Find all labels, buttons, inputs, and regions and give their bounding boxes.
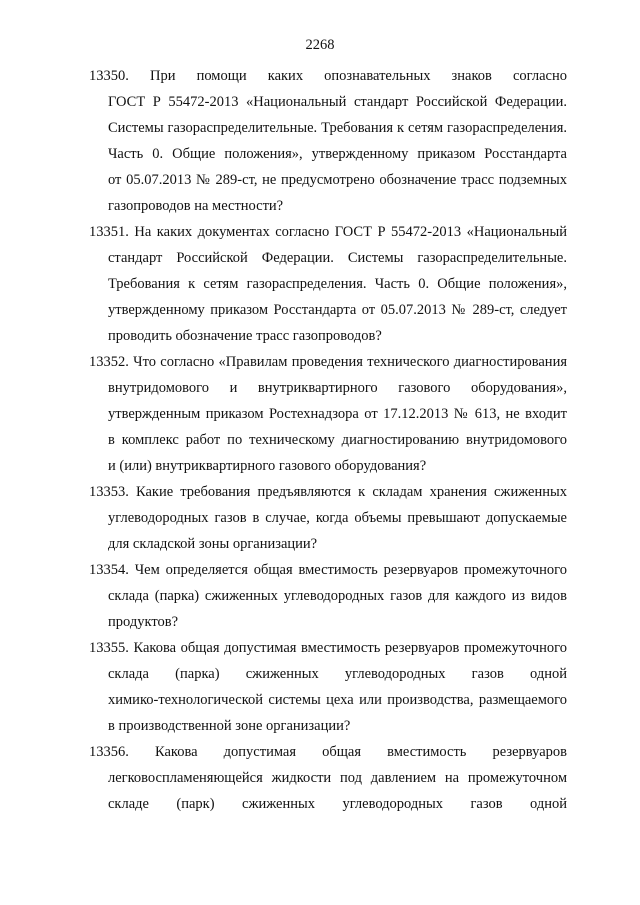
question-text-line: 13350. При помощи каких опознавательных знаков согласно — [89, 68, 567, 84]
question-text-line: химико-технологической системы цеха или производства, размещаемого — [108, 692, 567, 708]
question-text-line: склада (парка) сжиженных углеводородных газов для каждого из видов — [108, 588, 567, 604]
question-text-line: от 05.07.2013 № 289-ст, не предусмотрено обозначение трасс подземных — [108, 172, 567, 188]
question-text-line: 13351. На каких документах согласно ГОСТ Р 55472-2013 «Национальный — [89, 224, 567, 240]
question-text-line: утвержденным приказом Ростехнадзора от 17.12.2013 № 613, не входит — [108, 406, 567, 422]
question-text-line: 13354. Чем определяется общая вместимость резервуаров промежуточного — [89, 562, 567, 578]
question-text-line: склада (парка) сжиженных углеводородных газов одной — [108, 666, 567, 682]
question-text-line: легковоспламеняющейся жидкости под давлением на промежуточном — [108, 770, 567, 786]
question-text-line: 13353. Какие требования предъявляются к складам хранения сжиженных — [89, 484, 567, 500]
question-text-line: проводить обозначение трасс газопроводов? — [108, 328, 382, 344]
question-text-line: 13355. Какова общая допустимая вместимость резервуаров промежуточного — [89, 640, 567, 656]
question-text-line: углеводородных газов в случае, когда объемы превышают допускаемые — [108, 510, 567, 526]
question-text-line: и (или) внутриквартирного газового оборудования? — [108, 458, 427, 474]
question-text-line: газопроводов на местности? — [108, 198, 284, 214]
question-text-line: 13352. Что согласно «Правилам проведения технического диагностирования — [89, 354, 567, 370]
question-text-line: утвержденному приказом Росстандарта от 05.07.2013 № 289-ст, следует — [108, 302, 567, 318]
question-text-line: Требования к сетям газораспределения. Часть 0. Общие положения», — [108, 276, 567, 292]
question-text-line: 13356. Какова допустимая общая вместимость резервуаров — [89, 744, 567, 760]
page-number: 2268 — [305, 37, 335, 53]
question-text-line: внутридомового и внутриквартирного газового оборудования», — [108, 380, 567, 396]
question-text-line: ГОСТ Р 55472-2013 «Национальный стандарт Российской Федерации. — [108, 94, 567, 110]
question-text-line: в производственной зоне организации? — [108, 718, 351, 734]
question-text-line: в комплекс работ по техническому диагностированию внутридомового — [108, 432, 567, 448]
question-text-line: Системы газораспределительные. Требования к сетям газораспределения. — [108, 120, 567, 136]
question-text-line: складе (парк) сжиженных углеводородных газов одной — [108, 796, 567, 812]
question-text-line: Часть 0. Общие положения», утвержденному приказом Росстандарта — [108, 146, 567, 162]
question-text-line: для складской зоны организации? — [108, 536, 318, 552]
question-text-line: стандарт Российской Федерации. Системы газораспределительные. — [108, 250, 567, 266]
question-text-line: продуктов? — [108, 614, 179, 630]
